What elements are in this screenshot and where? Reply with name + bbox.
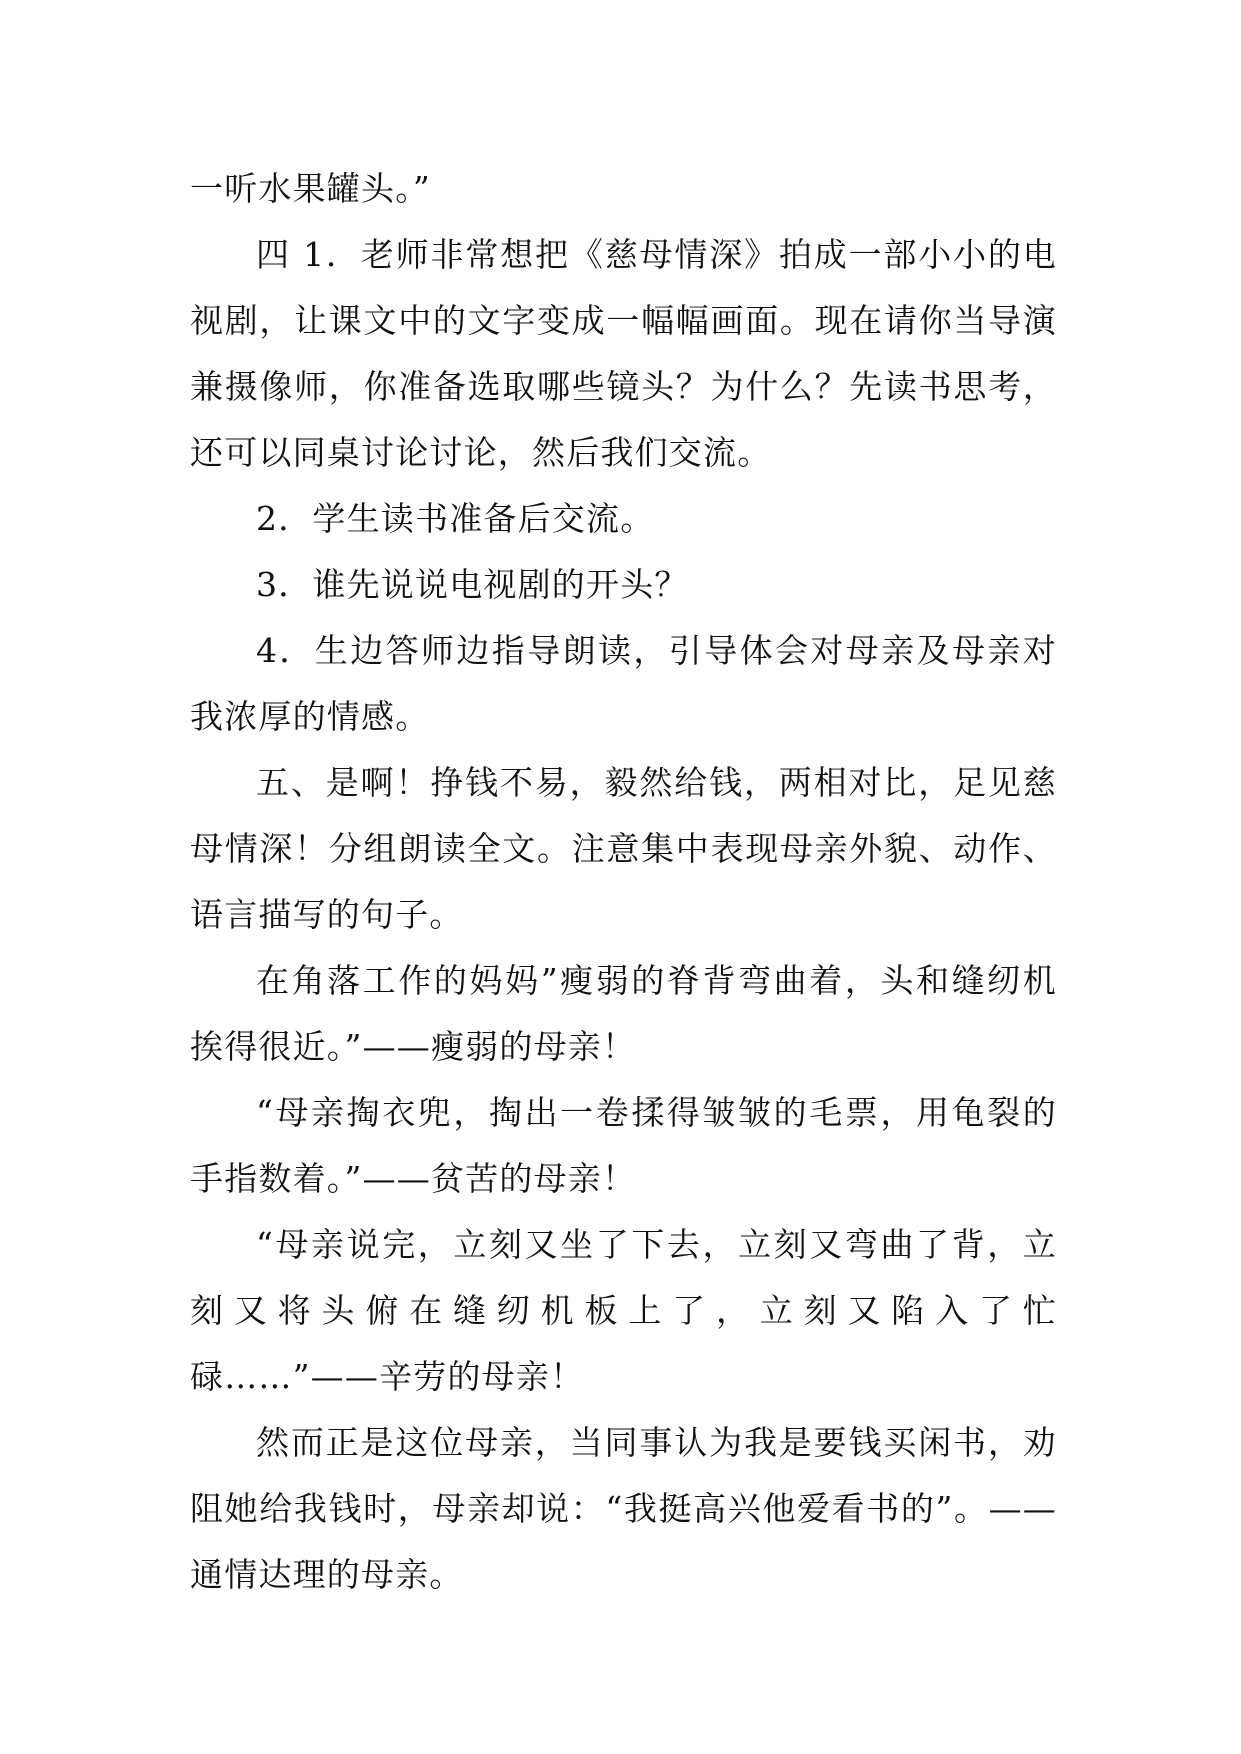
paragraph-4: 4．生边答师边指导朗读，引导体会对母亲及母亲对我浓厚的情感。 xyxy=(190,631,1057,736)
body-text xyxy=(190,156,1057,1608)
paragraph-2: 2．学生读书准备后交流。 xyxy=(256,499,655,538)
paragraph-6: 在角落工作的妈妈”瘦弱的脊背弯曲着，头和缝纫机挨得很近。”——瘦弱的母亲！ xyxy=(190,961,1057,1066)
paragraph-3: 3．谁先说说电视剧的开头？ xyxy=(256,565,689,604)
paragraph-9: 然而正是这位母亲，当同事认为我是要钱买闲书，劝阻她给我钱时，母亲却说：“我挺高兴他爱看书的”。——通情达理的母亲。 xyxy=(190,1423,1057,1594)
paragraph-5: 五、是啊！挣钱不易，毅然给钱，两相对比，足见慈母情深！分组朗读全文。注意集中表现母亲外貌、动作、语言描写的句子。 xyxy=(190,763,1057,934)
paragraph-8: “母亲说完，立刻又坐了下去，立刻又弯曲了背，立刻又将头俯在缝纫机板上了，立刻又陷入了忙碌……”——辛劳的母亲！ xyxy=(190,1225,1057,1396)
paragraph-7: “母亲掏衣兜，掏出一卷揉得皱皱的毛票，用龟裂的手指数着。”——贫苦的母亲！ xyxy=(190,1093,1057,1198)
paragraph-1: 四 1．老师非常想把《慈母情深》拍成一部小小的电视剧，让课文中的文字变成一幅幅画面。现在请你当导演兼摄像师，你准备选取哪些镜头？为什么？先读书思考，还可以同桌讨论讨论，然后我们交流。 xyxy=(190,235,1057,472)
paragraph-0: 一听水果罐头。” xyxy=(190,169,431,208)
